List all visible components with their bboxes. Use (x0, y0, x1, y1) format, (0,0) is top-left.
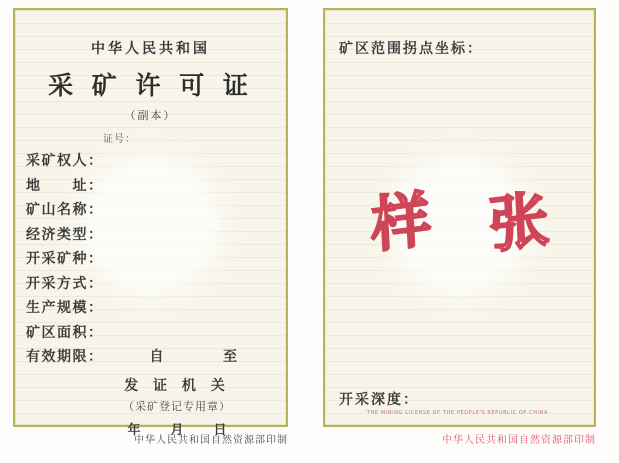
field-list (26, 149, 286, 345)
mining-depth-label: 开采深度： (339, 392, 419, 408)
issuer-seal-note: （采矿登记专用章） (123, 400, 231, 413)
micro-security-text: THE MINING LICENSE OF THE PEOPLE'S REPUBLIC OF CHINA (366, 410, 548, 416)
coordinates-heading: 矿区范围拐点坐标： (339, 41, 483, 57)
field-label-economic-type: 经济类型： (26, 226, 104, 243)
specimen-char-zhang: 张 (486, 184, 551, 262)
date-year-label: 年 (127, 423, 141, 438)
field-label-mining-rights-holder: 采矿权人： (26, 153, 104, 169)
front-page-printer-footer: 中华人民共和国自然资源部印制 (134, 435, 288, 446)
validity-from-label: 自 (149, 349, 165, 365)
cert-number-label: 证号： (103, 134, 136, 145)
field-label-address: 地 址： (26, 177, 104, 194)
specimen-watermark (325, 184, 594, 262)
field-label-mineral-type: 开采矿种： (26, 251, 104, 267)
coordinates-page-printer-footer: 中华人民共和国自然资源部印制 (442, 435, 596, 446)
field-label-mining-area: 矿区面积： (26, 324, 104, 341)
validity-row (26, 345, 286, 369)
validity-label: 有效期限： (26, 349, 104, 365)
license-coordinates-page (323, 8, 596, 427)
copy-note: （副本） (124, 109, 177, 122)
field-label-mine-name: 矿山名称： (26, 202, 104, 218)
issuer-block (88, 375, 266, 438)
validity-to-label: 至 (223, 349, 239, 365)
license-title: 采 矿 许 可 证 (48, 71, 253, 100)
specimen-char-yang: 样 (368, 184, 433, 262)
country-name: 中华人民共和国 (91, 41, 210, 57)
date-month-label: 月 (170, 423, 184, 438)
issuer-title: 发 证 机 关 (124, 378, 230, 394)
field-label-mining-method: 开采方式： (26, 275, 104, 292)
field-label-production-scale: 生产规模： (26, 300, 104, 316)
license-front-page (13, 8, 288, 438)
date-day-label: 日 (213, 423, 227, 438)
